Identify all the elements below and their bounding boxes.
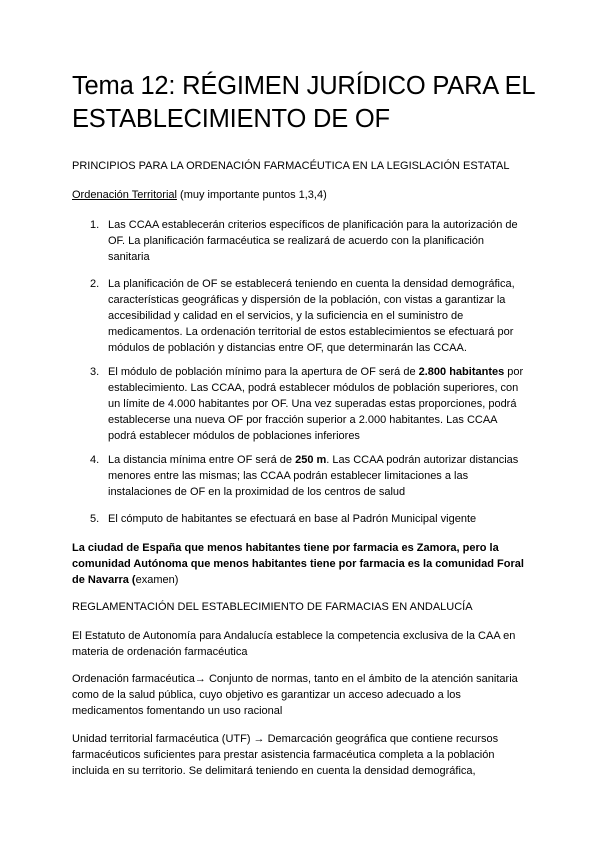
list-item-text-pre: El módulo de población mínimo para la apertura de OF será de — [108, 366, 419, 378]
list-item-number: 3. — [90, 366, 100, 378]
list-item-text: Las CCAA establecerán criterios específicos de planificación para la autorización de OF. La planificación farmacéutica se realizará de acuerdo con la planificación sanitaria — [108, 219, 518, 263]
bold-note-zamora-navarra — [72, 540, 528, 588]
list-item-text — [108, 452, 528, 500]
paragraph-ordenacion-farmaceutica: Ordenación farmacéutica→ Conjunto de normas, tanto en el ámbito de la atención sanitaria como de la salud pública, cuyo objetivo es garantizar un acceso adecuado a los medicamentos fomentando un uso racional — [72, 673, 518, 717]
list-item-text-post: . Las CCAA podrán autorizar distancias menores entre las mismas; las CCAA podrán establecer limitaciones a las instalaciones de OF en la proximidad de los centros de salud — [108, 454, 519, 498]
ordenacion-territorial-label: Ordenación Territorial — [72, 189, 177, 201]
section-heading-principios: PRINCIPIOS PARA LA ORDENACIÓN FARMACÉUTICA EN LA LEGISLACIÓN ESTATAL — [72, 160, 510, 172]
list-item-text-pre: La distancia mínima entre OF será de — [108, 454, 296, 466]
list-item-text: La planificación de OF se establecerá teniendo en cuenta la densidad demográfica, características geográficas y dispersión de la población, con vistas a garantizar la accesibilidad y calidad en el servicios, y la suficiencia en el suministro de medicamentos. La ordenación territorial de estos establecimientos se efectuará por módulos de población y distancias entre OF, que determinarán las CCAA. — [108, 278, 515, 354]
list-item-number: 5. — [90, 513, 100, 525]
list-item-text-bold: 250 m — [295, 454, 327, 466]
list-item-number: 4. — [90, 454, 100, 466]
list-item-number: 1. — [90, 219, 100, 231]
ordenacion-territorial-note: (muy importante puntos 1,3,4) — [176, 189, 327, 201]
paragraph-estatuto: El Estatuto de Autonomía para Andalucía establece la competencia exclusiva de la CAA en materia de ordenación farmacéutica — [72, 630, 516, 658]
section-heading-andalucia: REGLAMENTACIÓN DEL ESTABLECIMIENTO DE FARMACIAS EN ANDALUCÍA — [72, 601, 473, 613]
list-item-text-bold: 2.800 habitantes — [418, 366, 505, 378]
list-item-number: 2. — [90, 278, 100, 290]
paragraph-utf: Unidad territorial farmacéutica (UTF) → Demarcación geográfica que contiene recursos farmacéuticos suficientes para prestar asistencia farmacéutica completa a la población incluida en su territorio. Se delimitará teniendo en cuenta la densidad demográfica, — [72, 733, 499, 777]
page-title: Tema 12: RÉGIMEN JURÍDICO PARA EL ESTABLECIMIENTO DE OF — [72, 72, 535, 133]
list-item-text — [108, 364, 528, 444]
list-item-text: El cómputo de habitantes se efectuará en base al Padrón Municipal vigente — [108, 513, 477, 525]
bold-note-text: La ciudad de España que menos habitantes tiene por farmacia es Zamora, pero la comunidad Autónoma que menos habitantes tiene por farmacia es la comunidad Foral de Navarra ( — [72, 542, 524, 586]
bold-note-tail: examen) — [135, 574, 179, 586]
list-item-text-post: por establecimiento. Las CCAA, podrá establecer módulos de población superiores, con un límite de 4.000 habitantes por OF. Una vez superadas estas proporciones, podrá establecerse una nueva OF por fracción superior a 2.000 habitantes. Las CCAA podrá establecer módulos de poblaciones inferiores — [108, 366, 524, 442]
ordenacion-territorial-line — [72, 187, 528, 203]
